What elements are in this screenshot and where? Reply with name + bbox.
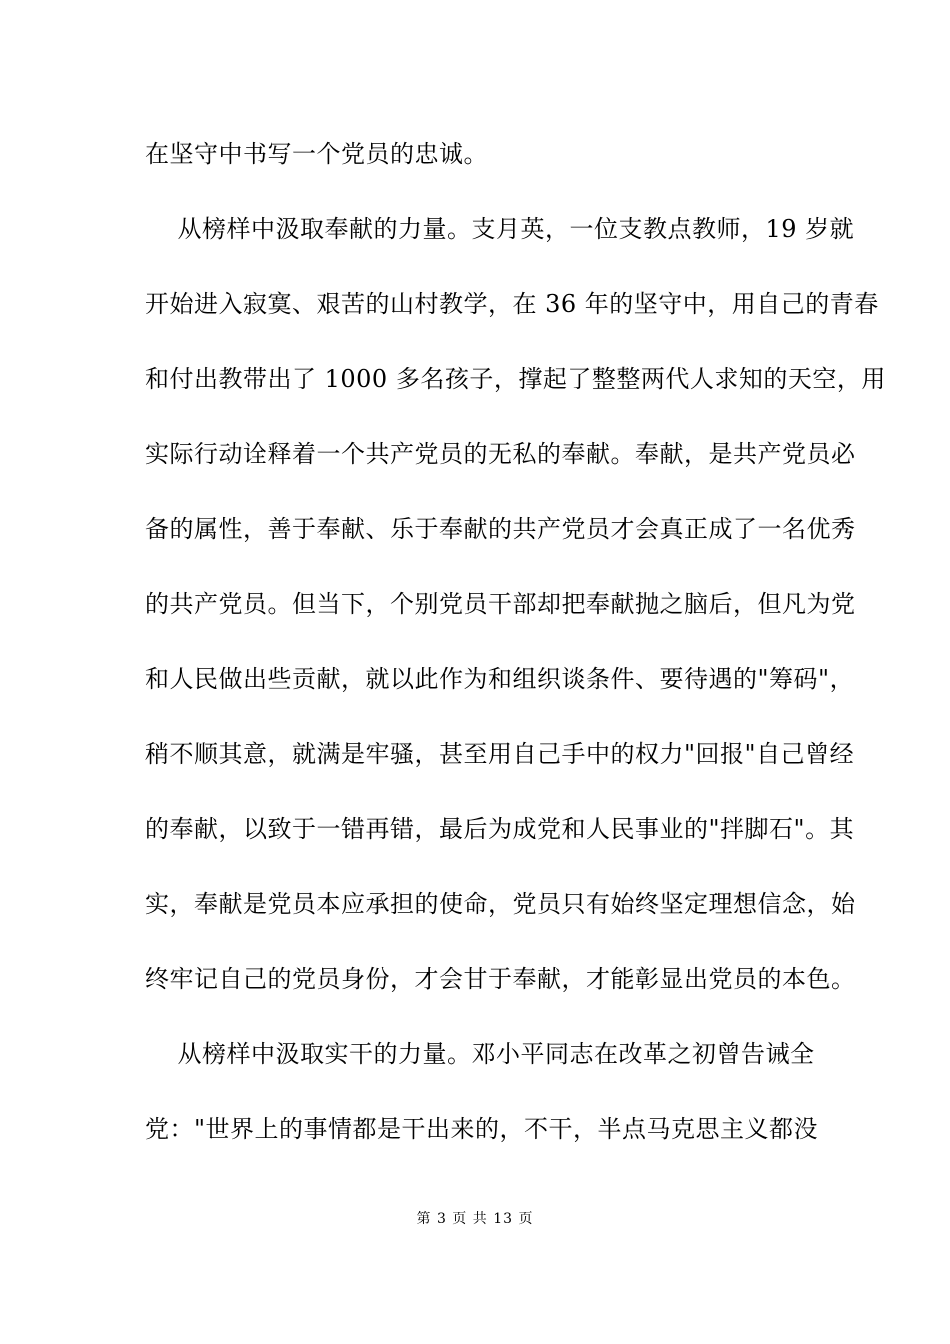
text-line: 终牢记自己的党员身份，才会甘于奉献，才能彰显出党员的本色。	[145, 965, 856, 993]
text-line: 和付出教带出了 1000 多名孩子，撑起了整整两代人求知的天空，用	[145, 365, 886, 393]
page-number-footer: 第 3 页 共 13 页	[416, 1211, 534, 1227]
text-line: 党："世界上的事情都是干出来的，不干，半点马克思主义都没	[145, 1115, 819, 1143]
text-line: 和人民做出些贡献，就以此作为和组织谈条件、要待遇的"筹码"，	[145, 665, 855, 693]
text-line: 的共产党员。但当下，个别党员干部却把奉献抛之脑后，但凡为党	[145, 590, 856, 618]
text-line: 从榜样中汲取奉献的力量。支月英，一位支教点教师，19 岁就	[145, 215, 855, 243]
text-line: 的奉献，以致于一错再错，最后为成党和人民事业的"拌脚石"。其	[145, 815, 855, 843]
text-line: 开始进入寂寞、艰苦的山村教学，在 36 年的坚守中，用自己的青春	[145, 290, 879, 318]
text-line: 在坚守中书写一个党员的忠诚。	[145, 140, 488, 168]
text-line: 备的属性，善于奉献、乐于奉献的共产党员才会真正成了一名优秀	[145, 515, 856, 543]
text-line: 实，奉献是党员本应承担的使命，党员只有始终坚定理想信念，始	[145, 890, 856, 918]
text-line: 实际行动诠释着一个共产党员的无私的奉献。奉献，是共产党员必	[145, 440, 856, 468]
text-line: 稍不顺其意，就满是牢骚，甚至用自己手中的权力"回报"自己曾经	[145, 740, 855, 768]
text-line: 从榜样中汲取实干的力量。邓小平同志在改革之初曾告诫全	[145, 1040, 815, 1068]
